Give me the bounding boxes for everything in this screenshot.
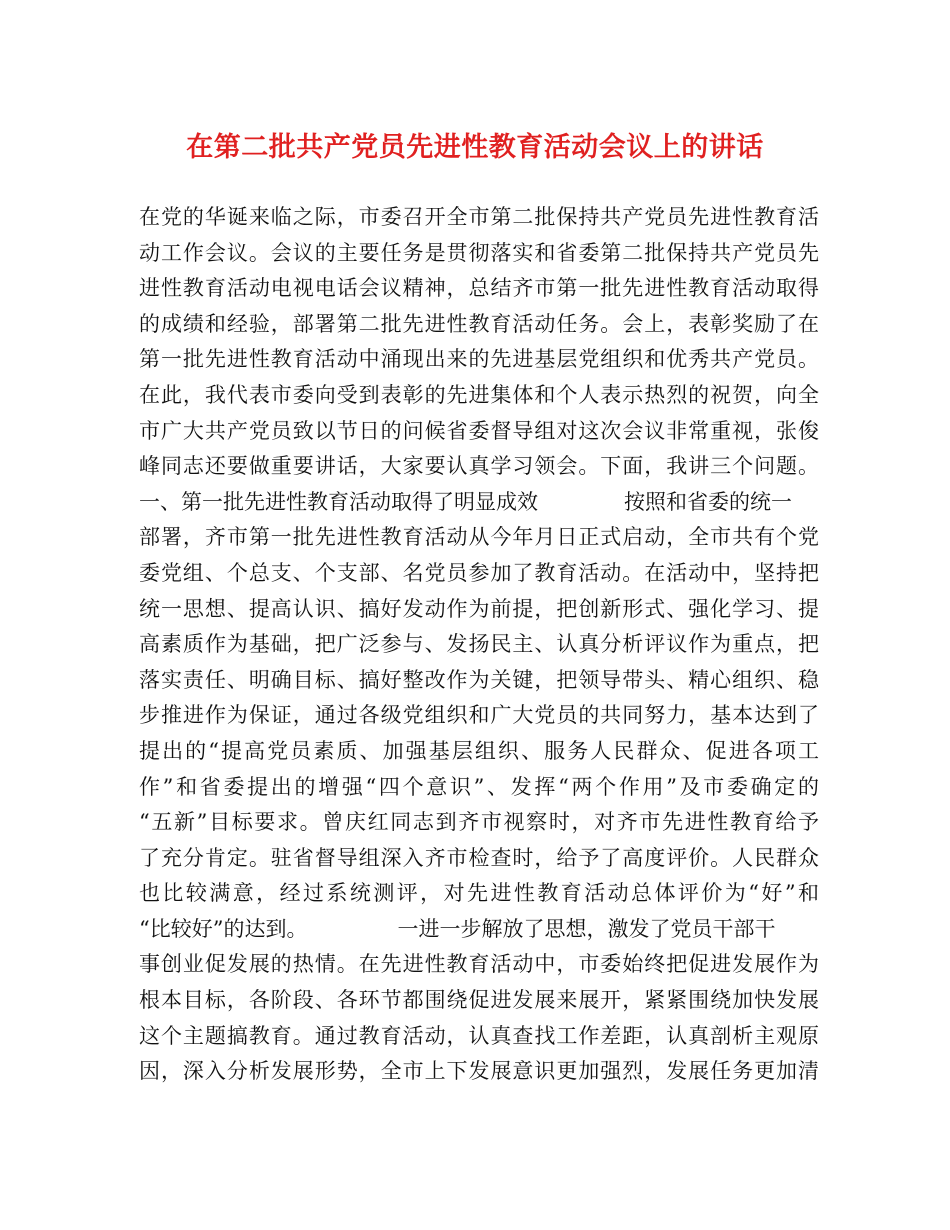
text-line: 的成绩和经验，部署第二批先进性教育活动任务。会上，表彰奖励了在: [139, 311, 819, 336]
text-line: 部署，齐市第一批先进性教育活动从今年月日正式启动，全市共有个党: [139, 525, 819, 550]
text-line: 委党组、个总支、个支部、名党员参加了教育活动。在活动中，坚持把: [139, 560, 819, 585]
paragraph-end: “比较好”的达到。: [139, 916, 308, 941]
text-line: 统一思想、提高认识、搞好发动作为前提，把创新形式、强化学习、提: [139, 596, 819, 621]
text-line: 峰同志还要做重要讲话，大家要认真学习领会。下面，我讲三个问题。: [139, 454, 819, 479]
text-line: 了充分肯定。驻省督导组深入齐市检查时，给予了高度评价。人民群众: [139, 845, 819, 870]
text-line: 也比较满意，经过系统测评，对先进性教育活动总体评价为“好”和: [139, 881, 819, 906]
text-line: 事创业促发展的热情。在先进性教育活动中，市委始终把促进发展作为: [139, 952, 819, 977]
section-heading: 一、第一批先进性教育活动取得了明显成效: [139, 489, 538, 514]
document-body: [139, 200, 819, 1090]
section-continuation: 按照和省委的统一: [624, 489, 792, 514]
text-line: 动工作会议。会议的主要任务是贯彻落实和省委第二批保持共产党员先: [139, 240, 819, 265]
text-line: 作”和省委提出的增强“四个意识”、发挥“两个作用”及市委确定的: [139, 774, 819, 799]
text-line: 这个主题搞教育。通过教育活动，认真查找工作差距，认真剖析主观原: [139, 1023, 819, 1048]
text-line: 提出的“提高党员素质、加强基层组织、服务人民群众、促进各项工: [139, 738, 819, 763]
text-line: 步推进作为保证，通过各级党组织和广大党员的共同努力，基本达到了: [139, 703, 819, 728]
text-line: 在党的华诞来临之际，市委召开全市第二批保持共产党员先进性教育活: [139, 205, 819, 229]
subsection-start: 一进一步解放了思想，激发了党员干部干: [397, 916, 776, 941]
text-line: 因，深入分析发展形势，全市上下发展意识更加强烈，发展任务更加清: [139, 1059, 819, 1084]
text-line: 第一批先进性教育活动中涌现出来的先进基层党组织和优秀共产党员。: [139, 347, 819, 372]
document-title: 在第二批共产党员先进性教育活动会议上的讲话: [186, 132, 764, 163]
text-line: 高素质作为基础，把广泛参与、发扬民主、认真分析评议作为重点，把: [139, 632, 819, 657]
text-line: 市广大共产党员致以节日的问候省委督导组对这次会议非常重视，张俊: [139, 418, 819, 443]
subsection-line: [139, 912, 819, 948]
text-line: “五新”目标要求。曾庆红同志到齐市视察时，对齐市先进性教育给予: [139, 810, 819, 835]
text-line: 根本目标，各阶段、各环节都围绕促进发展来展开，紧紧围绕加快发展: [139, 988, 819, 1013]
section-heading-line: [139, 485, 819, 521]
text-line: 落实责任、明确目标、搞好整改作为关键，把领导带头、精心组织、稳: [139, 667, 819, 692]
text-line: 在此，我代表市委向受到表彰的先进集体和个人表示热烈的祝贺，向全: [139, 382, 819, 407]
text-line: 进性教育活动电视电话会议精神，总结齐市第一批先进性教育活动取得: [139, 276, 819, 301]
